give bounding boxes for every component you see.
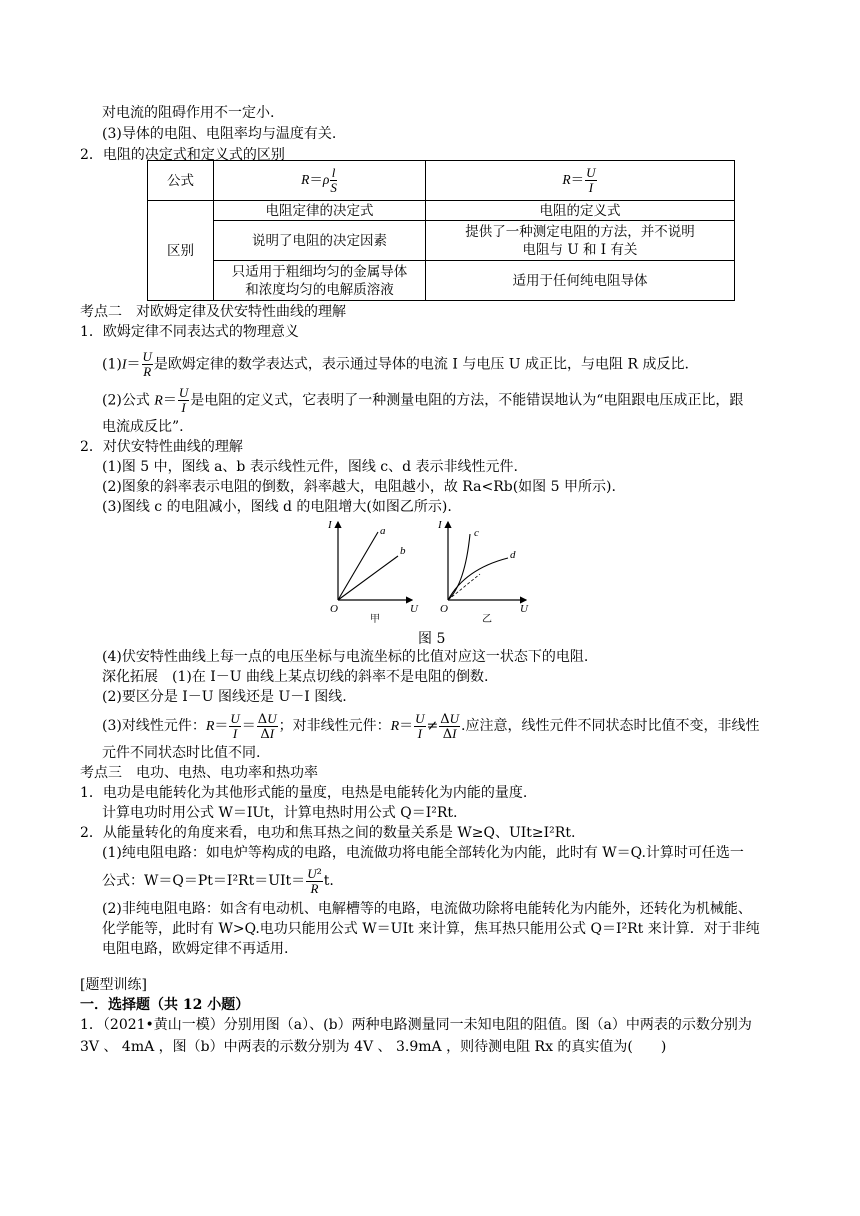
table-header-formula-1: R＝ρ $\frac{l}{S}$	[214, 161, 426, 201]
curve-a	[338, 532, 378, 600]
plot-yi	[437, 519, 529, 625]
plot-label-jia: 甲	[370, 614, 380, 625]
text-line: (2)非纯电阻电路：如含有电动机、电解槽等的电路，电流做功除将电能转化为内能外，还转化为机械能、	[102, 901, 752, 917]
text-line: 2．对伏安特性曲线的理解	[80, 439, 243, 455]
table-row-label: 区别	[148, 201, 214, 301]
table-cell: 说明了电阻的决定因素	[214, 221, 426, 261]
axis-label-i: I	[328, 519, 332, 531]
plot-label-yi: 乙	[482, 614, 492, 625]
formula-line: (2)公式 R＝ $\frac{U}{I}$ 是电阻的定义式，它表明了一种测量电阻的方法，不能错误地认为“电阻跟电压成正比，跟	[102, 385, 744, 415]
question-text: 1．（2021•黄山一模）分别用图（a）、(b）两种电路测量同一未知电阻的阻值。图（a）中两表的示数分别为	[80, 1017, 752, 1033]
curve-label-b: b	[400, 545, 406, 557]
table-cell: 提供了一种测定电阻的方法，并不说明 电阻与 U 和 I 有关	[426, 221, 735, 261]
question-text: 3V 、 4mA ，图（b）中两表的示数分别为 4V 、 3.9mA ，则待测电阻 Rx 的真实值为( )	[80, 1039, 667, 1055]
formula-line: (1)I＝ $\frac{U}{R}$ 是欧姆定律的数学表达式，表示通过导体的电流 I 与电压 U 成正比，与电阻 R 成反比.	[102, 349, 689, 379]
axis-label-u: U	[520, 603, 528, 615]
curve-d	[448, 558, 508, 600]
resistance-table	[147, 160, 735, 301]
text-line: 电流成反比”.	[102, 419, 184, 435]
text-line: (2)图象的斜率表示电阻的倒数，斜率越大，电阻越小，故 Ra<Rb(如图 5 甲所示).	[102, 479, 616, 495]
table-cell: 只适用于粗细均匀的金属导体 和浓度均匀的电解质溶液	[214, 261, 426, 301]
text-line: 计算电功时用公式 W＝IUt，计算电热时用公式 Q＝I²Rt.	[102, 805, 458, 821]
section-heading: 考点二 对欧姆定律及伏安特性曲线的理解	[80, 304, 346, 320]
text-line: (4)伏安特性曲线上每一点的电压坐标与电流坐标的比值对应这一状态下的电阻.	[102, 649, 589, 665]
text-line: 化学能等，此时有 W>Q.电功只能用公式 W＝UIt 来计算，焦耳热只能用公式 Q＝I²Rt 来计算．对于非纯	[102, 921, 760, 937]
text-line: 对电流的阻碍作用不一定小.	[102, 105, 275, 121]
text-line: 2．从能量转化的角度来看，电功和焦耳热之间的数量关系是 W≥Q、UIt≥I²Rt.	[80, 825, 576, 841]
section-tag: [题型训练]	[80, 977, 147, 993]
tangent-dashed	[448, 574, 480, 600]
text-line: 元件不同状态时比值不同.	[102, 745, 261, 761]
curve-label-a: a	[380, 525, 386, 537]
formula-line: (3)对线性元件：R＝ $\frac{U}{I}$ ＝ $\frac{\Delta U}{\Delta I}$ ；对非线性元件：R＝ $\frac{U}{I}$ ≠ $\frac{\Delta U}{\Delta I}$ .应注意，线性元件不同状态时比值不变，非线性	[102, 710, 760, 742]
text-line: 深化拓展 (1)在 I－U 曲线上某点切线的斜率不是电阻的倒数.	[102, 669, 489, 685]
table-cell: 电阻的定义式	[426, 201, 735, 221]
axis-label-i: I	[438, 519, 442, 531]
iv-curve-figure	[320, 514, 540, 626]
section-heading: 考点三 电功、电热、电功率和热功率	[80, 765, 318, 781]
origin-label: O	[440, 603, 448, 615]
text-line: 1．欧姆定律不同表达式的物理意义	[80, 324, 299, 340]
axis-label-u: U	[410, 603, 418, 615]
figure-caption: 图 5	[418, 631, 446, 647]
text-line: (1)图 5 中，图线 a、b 表示线性元件，图线 c、d 表示非线性元件.	[102, 459, 518, 475]
formula-line: 公式：W＝Q＝Pt＝I²Rt＝UIt＝ $\frac{\text{U²}}{R}$ t.	[102, 865, 334, 896]
table-cell: 适用于任何纯电阻导体	[426, 261, 735, 301]
text-line: 电阻电路，欧姆定律不再适用.	[102, 941, 289, 957]
table-cell: 电阻定律的决定式	[214, 201, 426, 221]
table-header-label: 公式	[148, 161, 214, 201]
question-section-heading: 一．选择题（共 12 小题）	[80, 997, 250, 1013]
text-line: 2．电阻的决定式和定义式的区别	[80, 147, 285, 163]
text-line: (2)要区分是 I－U 图线还是 U－I 图线.	[102, 689, 347, 705]
text-line: (3)图线 c 的电阻减小，图线 d 的电阻增大(如图乙所示).	[102, 499, 452, 515]
curve-label-c: c	[474, 527, 479, 539]
table-header-formula-2: R＝ $\frac{U}{I}$	[426, 161, 735, 201]
plot-jia	[327, 519, 419, 625]
curve-label-d: d	[510, 549, 516, 561]
curve-c	[448, 534, 470, 600]
curve-b	[338, 556, 398, 600]
origin-label: O	[330, 603, 338, 615]
text-line: (3)导体的电阻、电阻率均与温度有关.	[102, 126, 337, 142]
text-line: (1)纯电阻电路：如电炉等构成的电路，电流做功将电能全部转化为内能，此时有 W＝Q.计算时可任选一	[102, 845, 744, 861]
text-line: 1．电功是电能转化为其他形式能的量度，电热是电能转化为内能的量度.	[80, 785, 528, 801]
